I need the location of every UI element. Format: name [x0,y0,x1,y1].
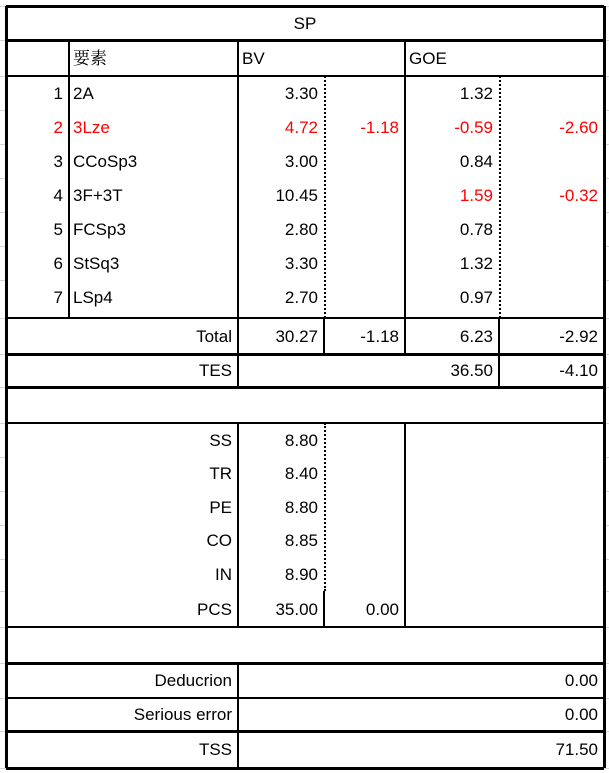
tss-value: 71.50 [555,740,598,759]
element-name: FCSp3 [73,219,126,239]
element-goe-adjustment: -2.60 [559,117,598,137]
element-goe: -0.59 [454,117,493,137]
element-bv: 2.80 [284,219,318,239]
dotted-divider [324,423,326,591]
row-border [6,422,604,424]
row-border [6,353,604,356]
column-border [498,318,500,387]
column-border [323,318,325,353]
element-bv: 3.30 [284,83,318,103]
element-bv-adjustment [324,76,405,110]
row-border [6,767,604,770]
element-name: 3F+3T [73,185,123,205]
header-bv: BV [242,48,265,68]
element-number: 7 [53,287,63,307]
component-value: 8.40 [284,464,318,484]
row-border [6,662,604,665]
serious-error-label: Serious error [133,705,232,724]
element-number: 2 [53,117,63,137]
pcs-value: 35.00 [275,599,318,619]
sheet-title: SP [293,13,317,33]
row-border [6,626,604,628]
column-border [237,663,239,768]
row-border [6,5,604,8]
element-bv-adjustment [324,178,405,212]
element-number: 6 [53,253,63,273]
element-goe-adjustment [499,144,604,178]
tss-label: TSS [198,740,232,759]
component-value: 8.85 [284,531,318,551]
pcs-label: PCS [197,599,232,619]
component-label: CO [206,531,232,551]
element-bv-adjustment: -1.18 [360,117,399,137]
element-number: 4 [53,185,63,205]
element-goe-adjustment: -0.32 [559,185,598,205]
element-goe: 0.78 [459,219,493,239]
deduction-value: 0.00 [564,671,598,690]
column-border [237,40,239,387]
element-number: 1 [53,83,63,103]
row-border [6,39,604,42]
element-goe-adjustment [499,280,604,314]
component-value: 8.90 [284,564,318,584]
tes-adjustment: -4.10 [559,361,598,380]
header-goe: GOE [409,48,447,68]
dotted-divider [324,76,326,318]
element-bv-adjustment [324,246,405,280]
element-bv-adjustment [324,212,405,246]
element-name: StSq3 [73,253,120,273]
component-label: SS [209,430,232,450]
row-border [6,75,604,77]
component-label: TR [209,464,232,484]
total-goe: 6.23 [459,326,493,346]
component-label: PE [209,497,232,517]
row-border [6,697,604,699]
element-number: 3 [53,151,63,171]
component-value: 8.80 [284,430,318,450]
score-table [6,6,604,768]
element-bv-adjustment [324,144,405,178]
row-border [6,317,604,319]
element-goe-adjustment [499,246,604,280]
tes-label: TES [198,361,232,380]
element-name: LSp4 [73,287,113,307]
serious-error-value: 0.00 [564,705,598,724]
total-bv: 30.27 [275,326,318,346]
element-name: 3Lze [73,117,110,137]
element-bv: 4.72 [284,117,318,137]
total-goe-adjustment: -2.92 [559,326,598,346]
tes-value: 36.50 [450,361,493,380]
column-border [323,591,325,627]
element-goe-adjustment [499,212,604,246]
total-bv-adjustment: -1.18 [360,326,399,346]
row-border [6,730,604,733]
component-label: IN [215,564,232,584]
total-label: Total [196,326,232,346]
column-border [68,40,70,318]
element-goe-adjustment [499,76,604,110]
column-border [237,423,239,627]
element-goe: 0.97 [459,287,493,307]
element-goe: 1.59 [459,185,493,205]
element-name: 2A [73,83,94,103]
element-number: 5 [53,219,63,239]
dotted-divider [499,76,501,318]
element-bv: 2.70 [284,287,318,307]
component-value: 8.80 [284,497,318,517]
element-bv-adjustment [324,280,405,314]
deduction-label: Deducrion [154,671,232,690]
element-name: CCoSp3 [73,151,138,171]
element-goe: 1.32 [459,83,493,103]
element-goe: 1.32 [459,253,493,273]
element-bv: 3.30 [284,253,318,273]
element-goe: 0.84 [459,151,493,171]
header-element: 要素 [73,48,107,68]
column-border [404,40,406,354]
column-border [404,423,406,627]
element-bv: 10.45 [275,185,318,205]
pcs-adjustment: 0.00 [365,599,399,619]
row-border [6,386,604,389]
element-bv: 3.00 [284,151,318,171]
